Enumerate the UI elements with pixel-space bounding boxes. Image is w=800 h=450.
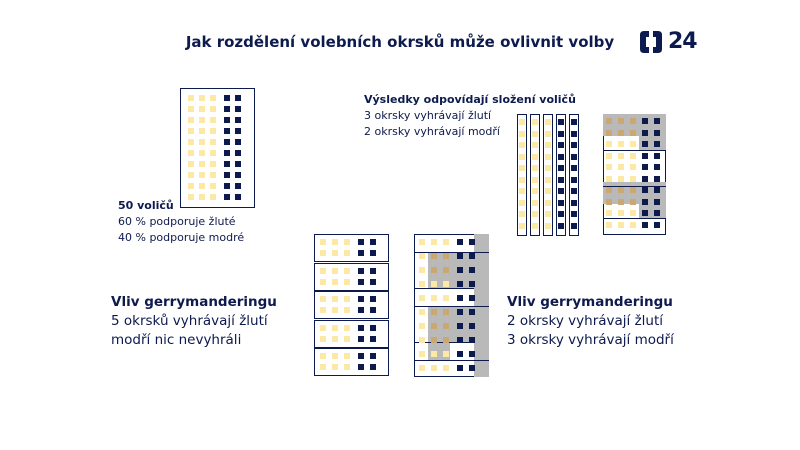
blue-voter bbox=[558, 131, 564, 137]
blue-voter bbox=[358, 325, 364, 331]
blue-voter bbox=[370, 279, 376, 285]
blue-voter bbox=[571, 131, 577, 137]
yellow-voter bbox=[532, 223, 538, 229]
yellow-voter bbox=[630, 176, 636, 182]
yellow-voter bbox=[443, 365, 449, 371]
blue-voter bbox=[642, 187, 648, 193]
yellow-voter bbox=[519, 119, 525, 125]
yellow-voter bbox=[188, 95, 194, 101]
blue-voter bbox=[358, 268, 364, 274]
yellow-voter bbox=[618, 164, 624, 170]
yellow-voter bbox=[630, 222, 636, 228]
yellow-voter bbox=[431, 365, 437, 371]
blue-voter bbox=[571, 165, 577, 171]
district-border bbox=[414, 360, 489, 361]
ct24-logo bbox=[638, 29, 702, 55]
blue-voter bbox=[457, 253, 463, 259]
yellow-voter bbox=[443, 323, 449, 329]
yellow-voter bbox=[431, 239, 437, 245]
yellow-voter bbox=[210, 150, 216, 156]
yellow-voter bbox=[419, 295, 425, 301]
gerry-yellow-rows bbox=[314, 234, 389, 377]
proportional-title: Výsledky odpovídají složení voličů bbox=[364, 93, 576, 106]
yellow-voter bbox=[210, 161, 216, 167]
yellow-voter bbox=[199, 183, 205, 189]
yellow-voter bbox=[519, 131, 525, 137]
yellow-voter bbox=[419, 281, 425, 287]
yellow-voter bbox=[199, 106, 205, 112]
blue-voter bbox=[358, 296, 364, 302]
blue-voter bbox=[370, 364, 376, 370]
yellow-voter bbox=[210, 172, 216, 178]
blue-voter bbox=[558, 154, 564, 160]
blue-voter bbox=[457, 365, 463, 371]
blue-voter bbox=[370, 239, 376, 245]
yellow-voter bbox=[332, 239, 338, 245]
yellow-voter bbox=[210, 106, 216, 112]
blue-voter bbox=[235, 106, 241, 112]
blue-voter bbox=[224, 161, 230, 167]
blue-voter bbox=[358, 364, 364, 370]
yellow-voter bbox=[344, 296, 350, 302]
yellow-voter bbox=[210, 128, 216, 134]
blue-voter bbox=[558, 200, 564, 206]
yellow-voter bbox=[199, 128, 205, 134]
yellow-voter bbox=[344, 364, 350, 370]
proportional-columns bbox=[517, 114, 581, 236]
blue-voter bbox=[469, 365, 475, 371]
yellow-voter bbox=[210, 117, 216, 123]
blue-voter bbox=[571, 154, 577, 160]
blue-voter bbox=[358, 239, 364, 245]
district-border bbox=[603, 150, 666, 151]
yellow-voter bbox=[332, 296, 338, 302]
yellow-voter bbox=[618, 199, 624, 205]
yellow-voter bbox=[443, 309, 449, 315]
yellow-voter bbox=[630, 153, 636, 159]
yellow-voter bbox=[320, 239, 326, 245]
yellow-voter bbox=[519, 211, 525, 217]
yellow-voter bbox=[545, 142, 551, 148]
yellow-voter bbox=[519, 177, 525, 183]
yellow-voter bbox=[618, 118, 624, 124]
logo-text: 24 bbox=[668, 29, 697, 54]
yellow-voter bbox=[519, 142, 525, 148]
yellow-voter bbox=[199, 172, 205, 178]
blue-voter bbox=[457, 281, 463, 287]
blue-voter bbox=[235, 95, 241, 101]
blue-voter bbox=[358, 279, 364, 285]
blue-voter bbox=[642, 141, 648, 147]
yellow-voter bbox=[199, 161, 205, 167]
yellow-voter bbox=[210, 139, 216, 145]
yellow-voter bbox=[630, 141, 636, 147]
district-border bbox=[414, 252, 489, 253]
yellow-voter bbox=[630, 187, 636, 193]
yellow-voter bbox=[431, 267, 437, 273]
yellow-voter bbox=[618, 141, 624, 147]
yellow-voter bbox=[188, 117, 194, 123]
blue-voter bbox=[642, 164, 648, 170]
yellow-voter bbox=[443, 281, 449, 287]
proportional-line2: 2 okrsky vyhrávají modří bbox=[364, 125, 500, 138]
yellow-voter bbox=[320, 268, 326, 274]
blue-voter bbox=[358, 336, 364, 342]
yellow-voter bbox=[332, 336, 338, 342]
yellow-voter bbox=[545, 200, 551, 206]
blue-voter bbox=[370, 353, 376, 359]
blue-voter bbox=[469, 337, 475, 343]
yellow-voter bbox=[419, 267, 425, 273]
blue-voter bbox=[469, 351, 475, 357]
blue-voter bbox=[358, 250, 364, 256]
blue-voter bbox=[370, 250, 376, 256]
yellow-voter bbox=[630, 199, 636, 205]
yellow-voter bbox=[320, 250, 326, 256]
blue-voter bbox=[469, 239, 475, 245]
yellow-voter bbox=[188, 161, 194, 167]
blue-voter bbox=[235, 172, 241, 178]
yellow-voter bbox=[532, 177, 538, 183]
yellow-voter bbox=[545, 131, 551, 137]
yellow-voter bbox=[618, 130, 624, 136]
yellow-voter bbox=[606, 118, 612, 124]
blue-voter bbox=[654, 187, 660, 193]
blue-voter bbox=[571, 177, 577, 183]
yellow-voter bbox=[431, 281, 437, 287]
yellow-voter bbox=[606, 222, 612, 228]
yellow-voter bbox=[532, 154, 538, 160]
blue-voter bbox=[457, 309, 463, 315]
blue-voter bbox=[571, 223, 577, 229]
yellow-voter bbox=[532, 142, 538, 148]
blue-voter bbox=[224, 183, 230, 189]
blue-voter bbox=[654, 118, 660, 124]
yellow-voter bbox=[532, 119, 538, 125]
blue-voter bbox=[571, 188, 577, 194]
blue-voter bbox=[642, 153, 648, 159]
yellow-voter bbox=[545, 119, 551, 125]
yellow-voter bbox=[545, 223, 551, 229]
blue-voter bbox=[235, 139, 241, 145]
blue-voter bbox=[558, 177, 564, 183]
ct-logo-icon bbox=[638, 29, 666, 55]
blue-voter bbox=[558, 142, 564, 148]
yellow-voter bbox=[431, 323, 437, 329]
blue-voter bbox=[654, 210, 660, 216]
blue-voter bbox=[224, 106, 230, 112]
blue-voter bbox=[558, 165, 564, 171]
yellow-voter bbox=[606, 210, 612, 216]
yellow-voter bbox=[210, 183, 216, 189]
blue-voter bbox=[235, 150, 241, 156]
blue-voter bbox=[571, 142, 577, 148]
yellow-voter bbox=[606, 153, 612, 159]
yellow-voter bbox=[519, 200, 525, 206]
yellow-voter bbox=[545, 154, 551, 160]
gerry-yellow-text bbox=[111, 293, 277, 350]
blue-voter bbox=[642, 118, 648, 124]
yellow-voter bbox=[606, 141, 612, 147]
blue-voter bbox=[457, 351, 463, 357]
district-border bbox=[414, 306, 489, 307]
yellow-voter bbox=[199, 117, 205, 123]
base-voter-grid bbox=[180, 88, 255, 208]
yellow-voter bbox=[188, 139, 194, 145]
yellow-voter bbox=[419, 351, 425, 357]
yellow-voter bbox=[188, 183, 194, 189]
district-border bbox=[603, 218, 666, 219]
yellow-voter bbox=[443, 239, 449, 245]
blue-voter bbox=[654, 130, 660, 136]
gerry-blue-line1: 2 okrsky vyhrávají žlutí bbox=[507, 313, 664, 329]
yellow-voter bbox=[618, 222, 624, 228]
yellow-voter bbox=[344, 279, 350, 285]
blue-voter bbox=[558, 223, 564, 229]
yellow-voter bbox=[344, 307, 350, 313]
yellow-voter bbox=[320, 296, 326, 302]
yellow-voter bbox=[532, 165, 538, 171]
yellow-voter bbox=[199, 95, 205, 101]
gerry-blue-line2: 3 okrsky vyhrávají modří bbox=[507, 332, 674, 348]
blue-voter bbox=[558, 188, 564, 194]
yellow-voter bbox=[332, 250, 338, 256]
base-line2: 40 % podporuje modré bbox=[118, 231, 245, 244]
yellow-voter bbox=[332, 364, 338, 370]
base-title: 50 voličů bbox=[118, 199, 174, 212]
yellow-voter bbox=[431, 337, 437, 343]
blue-voter bbox=[571, 211, 577, 217]
yellow-voter bbox=[443, 253, 449, 259]
blue-voter bbox=[224, 95, 230, 101]
yellow-voter bbox=[320, 336, 326, 342]
yellow-voter bbox=[630, 130, 636, 136]
yellow-voter bbox=[419, 365, 425, 371]
yellow-voter bbox=[431, 295, 437, 301]
blue-voter bbox=[469, 309, 475, 315]
blue-voter bbox=[457, 323, 463, 329]
yellow-voter bbox=[545, 188, 551, 194]
blue-voter bbox=[224, 128, 230, 134]
yellow-voter bbox=[545, 165, 551, 171]
blue-voter bbox=[370, 307, 376, 313]
gerry-blue-districts bbox=[414, 234, 489, 377]
yellow-voter bbox=[519, 165, 525, 171]
yellow-voter bbox=[332, 307, 338, 313]
blue-voter bbox=[358, 353, 364, 359]
blue-voter bbox=[224, 172, 230, 178]
blue-voter bbox=[370, 268, 376, 274]
blue-voter bbox=[235, 161, 241, 167]
page-title: Jak rozdělení volebních okrsků může ovlivnit volby bbox=[185, 33, 615, 51]
yellow-voter bbox=[419, 309, 425, 315]
yellow-voter bbox=[431, 351, 437, 357]
yellow-voter bbox=[545, 177, 551, 183]
yellow-voter bbox=[344, 325, 350, 331]
yellow-voter bbox=[630, 164, 636, 170]
yellow-voter bbox=[630, 210, 636, 216]
yellow-voter bbox=[344, 353, 350, 359]
blue-voter bbox=[469, 253, 475, 259]
yellow-voter bbox=[344, 336, 350, 342]
yellow-voter bbox=[320, 325, 326, 331]
yellow-voter bbox=[630, 118, 636, 124]
yellow-voter bbox=[419, 323, 425, 329]
blue-voter bbox=[654, 153, 660, 159]
yellow-voter bbox=[344, 250, 350, 256]
blue-voter bbox=[642, 210, 648, 216]
yellow-voter bbox=[532, 131, 538, 137]
yellow-voter bbox=[188, 172, 194, 178]
blue-voter bbox=[642, 222, 648, 228]
yellow-voter bbox=[199, 139, 205, 145]
blue-voter bbox=[654, 164, 660, 170]
gerry-yellow-line2: modří nic nevyhráli bbox=[111, 332, 242, 348]
yellow-voter bbox=[320, 279, 326, 285]
yellow-voter bbox=[618, 153, 624, 159]
blue-voter bbox=[358, 307, 364, 313]
blue-voter bbox=[224, 117, 230, 123]
yellow-voter bbox=[606, 130, 612, 136]
blue-voter bbox=[224, 150, 230, 156]
blue-voter bbox=[642, 176, 648, 182]
yellow-voter bbox=[210, 95, 216, 101]
blue-voter bbox=[642, 199, 648, 205]
yellow-voter bbox=[344, 239, 350, 245]
base-line1: 60 % podporuje žluté bbox=[118, 215, 236, 228]
blue-voter bbox=[235, 183, 241, 189]
yellow-voter bbox=[618, 210, 624, 216]
yellow-voter bbox=[188, 150, 194, 156]
yellow-voter bbox=[320, 364, 326, 370]
yellow-voter bbox=[199, 150, 205, 156]
yellow-voter bbox=[519, 154, 525, 160]
blue-voter bbox=[457, 295, 463, 301]
blue-voter bbox=[370, 325, 376, 331]
yellow-voter bbox=[419, 337, 425, 343]
blue-voter bbox=[235, 117, 241, 123]
blue-voter bbox=[571, 200, 577, 206]
gerry-yellow-line1: 5 okrsků vyhrávají žlutí bbox=[111, 313, 268, 329]
yellow-voter bbox=[618, 176, 624, 182]
yellow-voter bbox=[419, 239, 425, 245]
blue-voter bbox=[224, 139, 230, 145]
yellow-voter bbox=[344, 268, 350, 274]
gerry-yellow-title: Vliv gerrymanderingu bbox=[111, 294, 277, 310]
yellow-voter bbox=[443, 267, 449, 273]
yellow-voter bbox=[545, 211, 551, 217]
gerry-blue-text bbox=[507, 293, 674, 350]
blue-voter bbox=[654, 141, 660, 147]
district-border bbox=[414, 288, 474, 289]
yellow-voter bbox=[532, 211, 538, 217]
gerry-blue-title: Vliv gerrymanderingu bbox=[507, 294, 673, 310]
yellow-voter bbox=[443, 295, 449, 301]
yellow-voter bbox=[532, 188, 538, 194]
blue-voter bbox=[642, 130, 648, 136]
yellow-voter bbox=[332, 268, 338, 274]
blue-voter bbox=[654, 199, 660, 205]
yellow-voter bbox=[606, 164, 612, 170]
blue-voter bbox=[235, 128, 241, 134]
yellow-voter bbox=[320, 353, 326, 359]
yellow-voter bbox=[320, 307, 326, 313]
yellow-voter bbox=[332, 353, 338, 359]
blue-voter bbox=[654, 176, 660, 182]
blue-voter bbox=[469, 295, 475, 301]
blue-voter bbox=[457, 239, 463, 245]
proportional-mixed-districts bbox=[603, 114, 666, 235]
blue-voter bbox=[469, 281, 475, 287]
yellow-voter bbox=[431, 309, 437, 315]
blue-voter bbox=[370, 336, 376, 342]
yellow-voter bbox=[431, 253, 437, 259]
yellow-voter bbox=[419, 253, 425, 259]
yellow-voter bbox=[606, 176, 612, 182]
blue-voter bbox=[469, 323, 475, 329]
yellow-voter bbox=[519, 223, 525, 229]
yellow-voter bbox=[188, 128, 194, 134]
yellow-voter bbox=[532, 200, 538, 206]
yellow-voter bbox=[332, 325, 338, 331]
blue-voter bbox=[558, 119, 564, 125]
blue-voter bbox=[558, 211, 564, 217]
blue-voter bbox=[654, 222, 660, 228]
yellow-voter bbox=[606, 187, 612, 193]
blue-voter bbox=[370, 296, 376, 302]
yellow-voter bbox=[519, 188, 525, 194]
yellow-voter bbox=[443, 351, 449, 357]
yellow-voter bbox=[332, 279, 338, 285]
blue-voter bbox=[571, 119, 577, 125]
yellow-voter bbox=[606, 199, 612, 205]
blue-voter bbox=[457, 337, 463, 343]
base-text bbox=[118, 198, 244, 246]
yellow-voter bbox=[443, 337, 449, 343]
yellow-voter bbox=[618, 187, 624, 193]
blue-voter bbox=[469, 267, 475, 273]
yellow-voter bbox=[188, 106, 194, 112]
proportional-line1: 3 okrsky vyhrávají žlutí bbox=[364, 109, 492, 122]
blue-voter bbox=[457, 267, 463, 273]
